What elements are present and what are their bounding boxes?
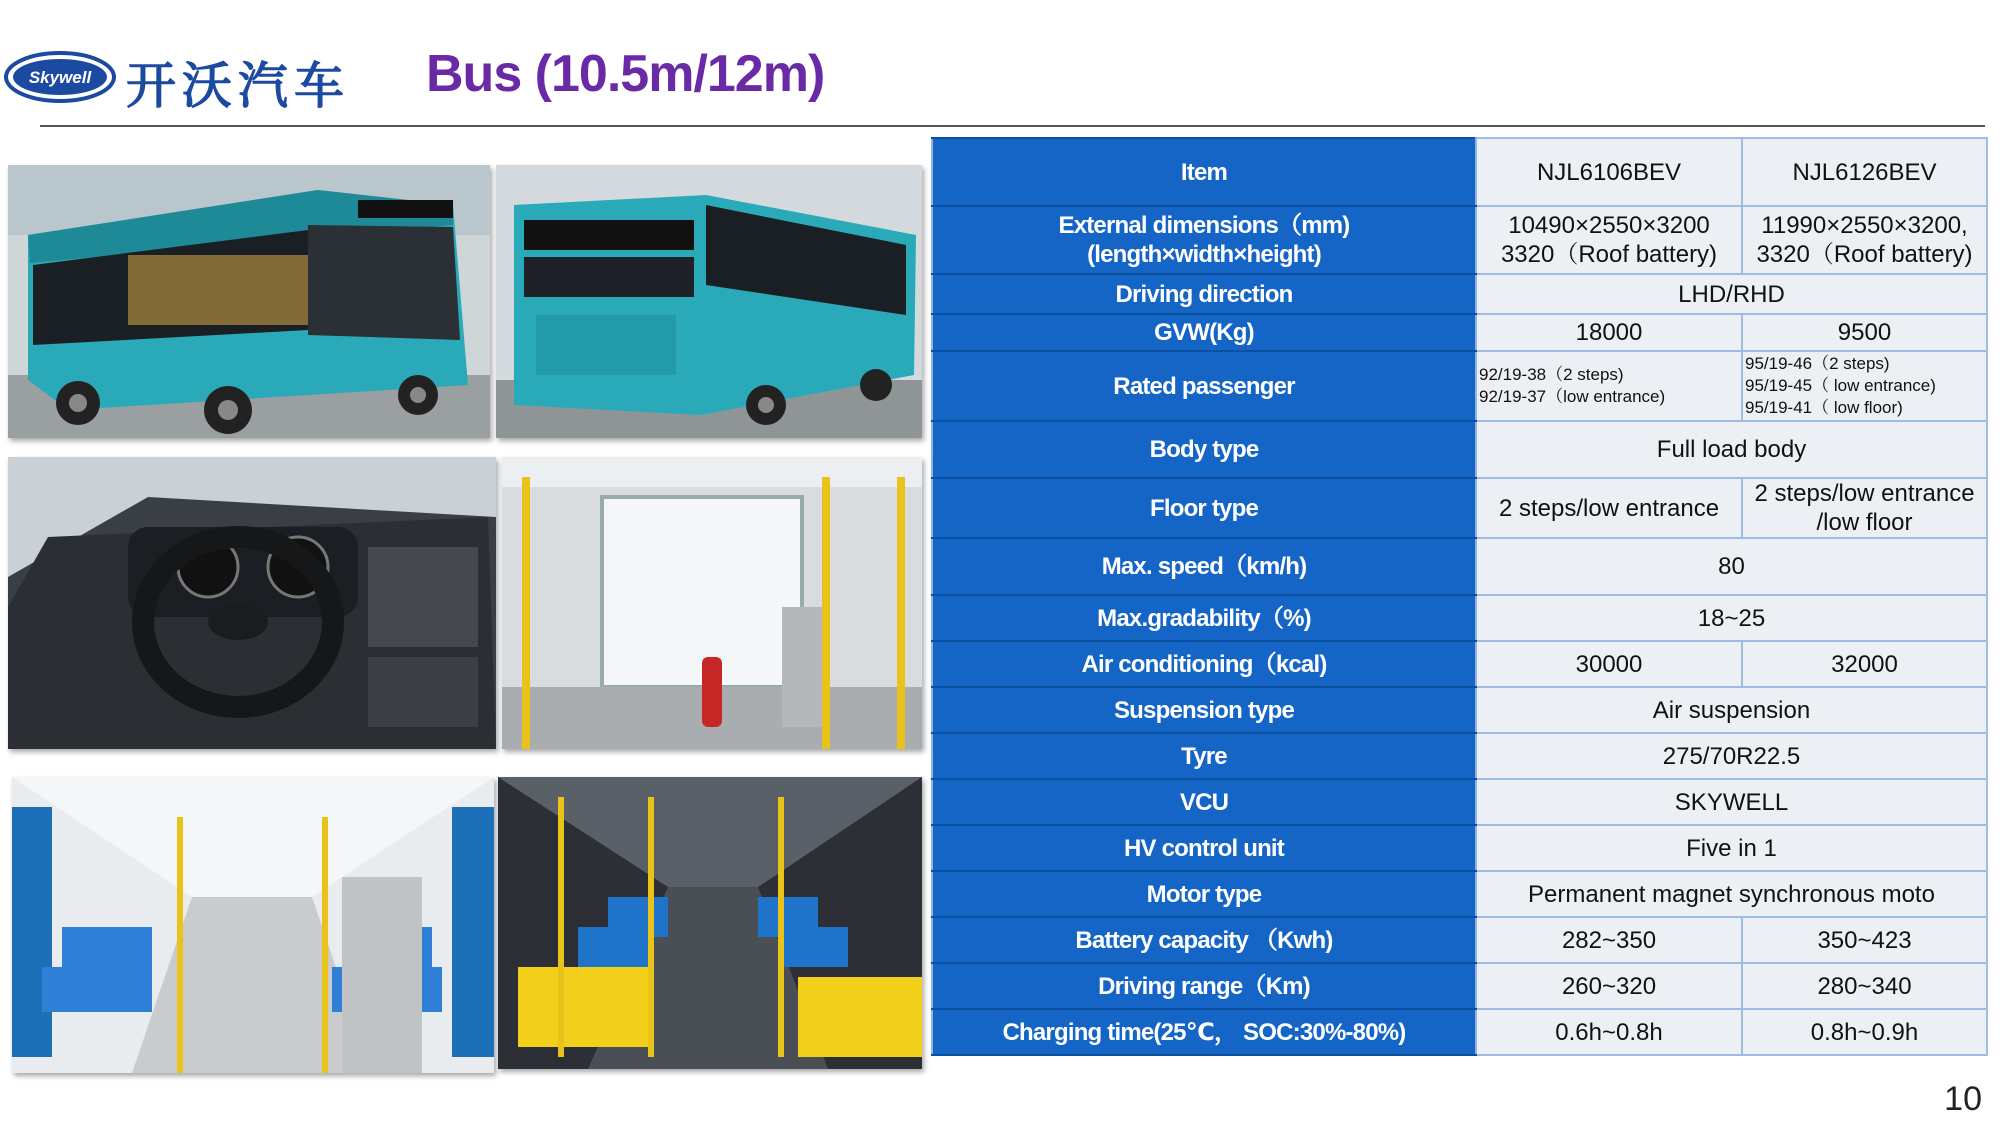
table-row (932, 478, 1987, 538)
row-value: 0.6h~0.8h (1476, 1009, 1742, 1055)
table-row (932, 871, 1987, 917)
table-row (932, 538, 1987, 595)
row-value: 0.8h~0.9h (1742, 1009, 1987, 1055)
header-item: Item (932, 138, 1476, 206)
photo-bus-exterior-side (8, 165, 490, 438)
table-row (932, 825, 1987, 871)
table-row (932, 421, 1987, 478)
row-label: Air conditioning（kcal) (932, 641, 1476, 687)
table-row (932, 917, 1987, 963)
row-value: 80 (1476, 538, 1987, 595)
row-value: 9500 (1742, 314, 1987, 351)
row-value: 282~350 (1476, 917, 1742, 963)
header-model-2: NJL6126BEV (1742, 138, 1987, 206)
table-row (932, 274, 1987, 314)
row-value: 2 steps/low entrance (1476, 478, 1742, 538)
table-row (932, 206, 1987, 274)
table-row (932, 963, 1987, 1009)
row-label: HV control unit (932, 825, 1476, 871)
photo-driver-cockpit (8, 457, 496, 749)
table-row (932, 351, 1987, 421)
table-row (932, 687, 1987, 733)
row-label: Motor type (932, 871, 1476, 917)
row-value: Permanent magnet synchronous moto (1476, 871, 1987, 917)
row-label: Floor type (932, 478, 1476, 538)
table-row (932, 1009, 1987, 1055)
row-value: 11990×2550×3200, 3320（Roof battery) (1742, 206, 1987, 274)
row-label: Rated passenger (932, 351, 1476, 421)
table-row (932, 595, 1987, 641)
row-value: 18000 (1476, 314, 1742, 351)
row-value: Air suspension (1476, 687, 1987, 733)
row-value: LHD/RHD (1476, 274, 1987, 314)
row-label: Body type (932, 421, 1476, 478)
row-value: 280~340 (1742, 963, 1987, 1009)
table-header-row (932, 138, 1987, 206)
row-label: Max.gradability（%) (932, 595, 1476, 641)
row-label: Driving direction (932, 274, 1476, 314)
row-label: Charging time(25℃， SOC:30%-80%) (932, 1009, 1476, 1055)
row-label: Tyre (932, 733, 1476, 779)
logo-text: Skywell (28, 68, 92, 87)
page-number: 10 (1944, 1080, 1982, 1118)
header-divider (40, 125, 1985, 127)
row-value: Five in 1 (1476, 825, 1987, 871)
spec-table (931, 137, 1988, 1056)
row-label: GVW(Kg) (932, 314, 1476, 351)
row-value: 275/70R22.5 (1476, 733, 1987, 779)
table-row (932, 314, 1987, 351)
photo-bus-interior-yellow-rails (498, 777, 922, 1069)
photo-bus-exterior-rear (496, 165, 922, 438)
row-label: Driving range（Km) (932, 963, 1476, 1009)
skywell-logo (4, 50, 116, 104)
row-value: 260~320 (1476, 963, 1742, 1009)
row-value: 95/19-46（2 steps) 95/19-45（ low entrance) 95/19-41（ low floor) (1742, 351, 1987, 421)
row-value: SKYWELL (1476, 779, 1987, 825)
table-row (932, 733, 1987, 779)
photo-bus-door-interior (502, 457, 922, 749)
photo-bus-interior-blue-seats (12, 777, 494, 1073)
row-label: VCU (932, 779, 1476, 825)
row-value: Full load body (1476, 421, 1987, 478)
header-model-1: NJL6106BEV (1476, 138, 1742, 206)
row-value: 2 steps/low entrance /low floor (1742, 478, 1987, 538)
row-value: 32000 (1742, 641, 1987, 687)
row-value: 10490×2550×3200 3320（Roof battery) (1476, 206, 1742, 274)
page-title: Bus (10.5m/12m) (426, 45, 825, 103)
row-value: 92/19-38（2 steps) 92/19-37（low entrance) (1476, 351, 1742, 421)
row-label: Max. speed（km/h) (932, 538, 1476, 595)
row-value: 18~25 (1476, 595, 1987, 641)
table-row (932, 641, 1987, 687)
row-label: Suspension type (932, 687, 1476, 733)
table-row (932, 779, 1987, 825)
row-value: 350~423 (1742, 917, 1987, 963)
row-label: Battery capacity （Kwh) (932, 917, 1476, 963)
row-label: External dimensions（mm) (length×width×height) (932, 206, 1476, 274)
row-value: 30000 (1476, 641, 1742, 687)
brand-name-cn: 开沃汽车 (126, 57, 350, 115)
